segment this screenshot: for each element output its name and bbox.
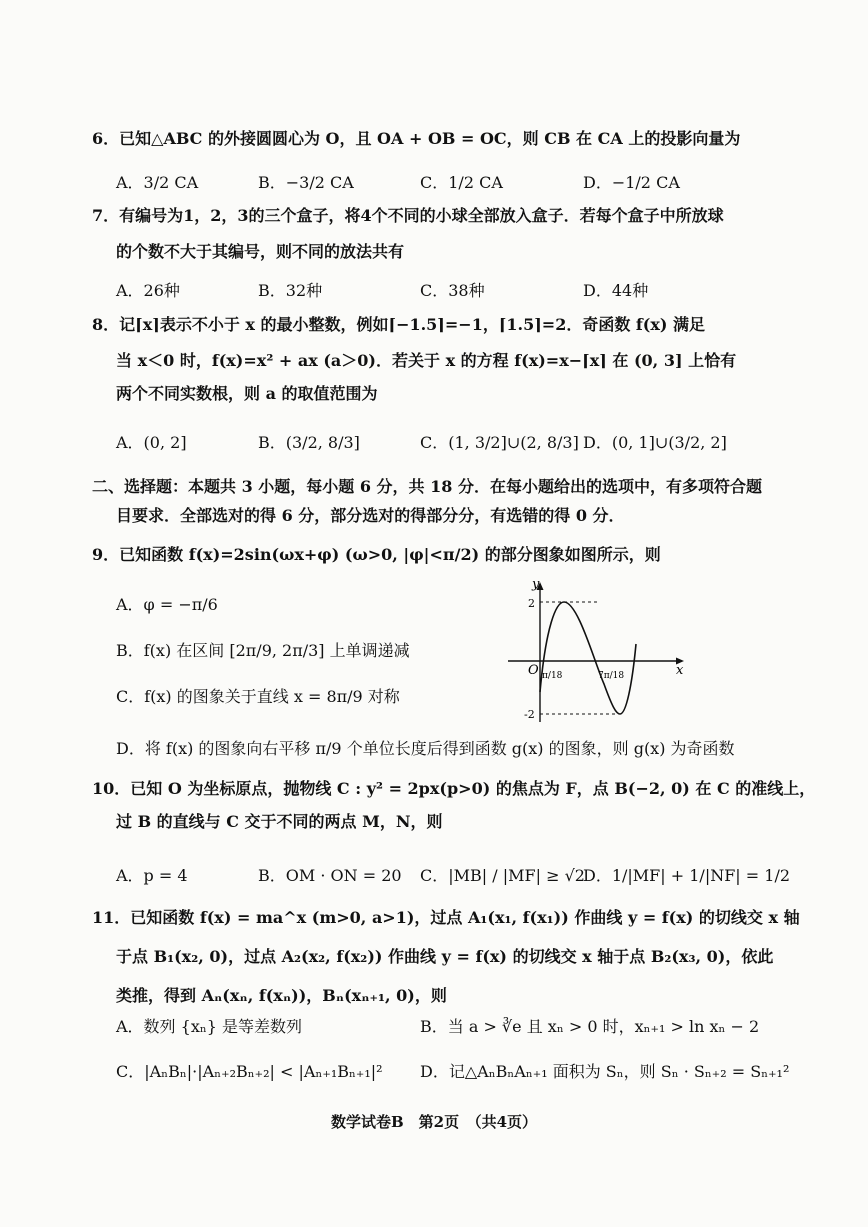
q10-option-d: D．1/|MF| + 1/|NF| = 1/2 [583, 866, 791, 885]
q11-option-b: B．当 a > ∛e 且 xₙ > 0 时，xₙ₊₁ > ln xₙ − 2 [420, 1017, 760, 1036]
y-axis-label: y [532, 577, 540, 592]
section2-line1: 二、选择题：本题共 3 小题，每小题 6 分，共 18 分．在每小题给出的选项中，有多项符合题 [92, 477, 762, 496]
q9-option-b: B．f(x) 在区间 [2π/9, 2π/3] 上单调递减 [116, 641, 410, 660]
origin-label: O [528, 663, 539, 678]
q11-option-c: C．|AₙBₙ|·|Aₙ₊₂Bₙ₊₂| < |Aₙ₊₁Bₙ₊₁|² [116, 1062, 383, 1081]
q8-option-d: D．(0, 1]∪(3/2, 2] [583, 433, 727, 452]
y-min-label: -2 [524, 708, 535, 721]
q6-option-a: A．3/2 CA [116, 173, 199, 192]
q9-option-d: D．将 f(x) 的图象向右平移 π/9 个单位长度后得到函数 g(x) 的图象，则 g(x) 为奇函数 [116, 739, 735, 758]
q9-stem: 9．已知函数 f(x)=2sin(ωx+φ) (ω>0, |φ|<π/2) 的部分图象如图所示，则 [92, 545, 661, 564]
tick-pi-over-18: π/18 [542, 671, 563, 681]
q9-option-a: A．φ = −π/6 [116, 595, 218, 614]
q6-stem: 6．已知△ABC 的外接圆圆心为 O，且 OA + OB = OC，则 CB 在 CA 上的投影向量为 [92, 129, 741, 148]
q11-option-d: D．记△AₙBₙAₙ₊₁ 面积为 Sₙ，则 Sₙ · Sₙ₊₂ = Sₙ₊₁² [420, 1062, 790, 1081]
q10-stem-line2: 过 B 的直线与 C 交于不同的两点 M，N，则 [116, 812, 443, 831]
q6-option-d: D．−1/2 CA [583, 173, 680, 192]
y-max-label: 2 [528, 597, 535, 610]
q7-option-b: B．32种 [258, 281, 323, 300]
q7-option-c: C．38种 [420, 281, 485, 300]
q10-option-c: C．|MB| / |MF| ≥ √2 [420, 866, 585, 885]
q8-stem-line1: 8．记⌈x⌉表示不小于 x 的最小整数，例如⌈−1.5⌉=−1，⌈1.5⌉=2．奇函数 f(x) 满足 [92, 315, 706, 334]
q11-stem-line2: 于点 B₁(x₂, 0)，过点 A₂(x₂, f(x₂)) 作曲线 y = f(x) 的切线交 x 轴于点 B₂(x₃, 0)，依此 [116, 947, 774, 966]
q8-stem-line2: 当 x＜0 时，f(x)=x² + ax (a＞0)．若关于 x 的方程 f(x)=x−⌈x⌉ 在 (0, 3] 上恰有 [116, 351, 737, 370]
q7-stem-line1: 7．有编号为1，2，3的三个盒子，将4个不同的小球全部放入盒子．若每个盒子中所放球 [92, 206, 724, 225]
q8-option-c: C．(1, 3/2]∪(2, 8/3] [420, 433, 579, 452]
q9-option-c: C．f(x) 的图象关于直线 x = 8π/9 对称 [116, 687, 400, 706]
q8-stem-line3: 两个不同实数根，则 a 的取值范围为 [116, 384, 378, 403]
q9-sine-graph [498, 574, 694, 724]
section2-line2: 目要求．全部选对的得 6 分，部分选对的得部分分，有选错的得 0 分． [116, 506, 625, 525]
q11-stem-line3: 类推，得到 Aₙ(xₙ, f(xₙ))，Bₙ(xₙ₊₁, 0)，则 [116, 986, 447, 1005]
sine-curve [540, 602, 636, 714]
q10-option-a: A．p = 4 [116, 866, 188, 885]
q11-stem-line1: 11．已知函数 f(x) = ma^x (m>0, a>1)，过点 A₁(x₁, f(x₁)) 作曲线 y = f(x) 的切线交 x 轴 [92, 908, 800, 927]
page-footer: 数学试卷B 第2页 （共4页） [330, 1113, 538, 1131]
q7-option-a: A．26种 [116, 281, 180, 300]
q10-option-b: B．OM · ON = 20 [258, 866, 402, 885]
q6-option-c: C．1/2 CA [420, 173, 503, 192]
q7-stem-line2: 的个数不大于其编号，则不同的放法共有 [116, 242, 405, 261]
q11-option-a: A．数列 {xₙ} 是等差数列 [116, 1017, 303, 1036]
q6-option-b: B．−3/2 CA [258, 173, 354, 192]
tick-7pi-over-18: 7π/18 [598, 671, 625, 681]
x-axis-label: x [676, 663, 684, 678]
q8-option-a: A．(0, 2] [116, 433, 187, 452]
q7-option-d: D．44种 [583, 281, 649, 300]
q10-stem-line1: 10．已知 O 为坐标原点，抛物线 C : y² = 2px(p>0) 的焦点为 F，点 B(−2, 0) 在 C 的准线上， [92, 779, 816, 798]
q8-option-b: B．(3/2, 8/3] [258, 433, 360, 452]
